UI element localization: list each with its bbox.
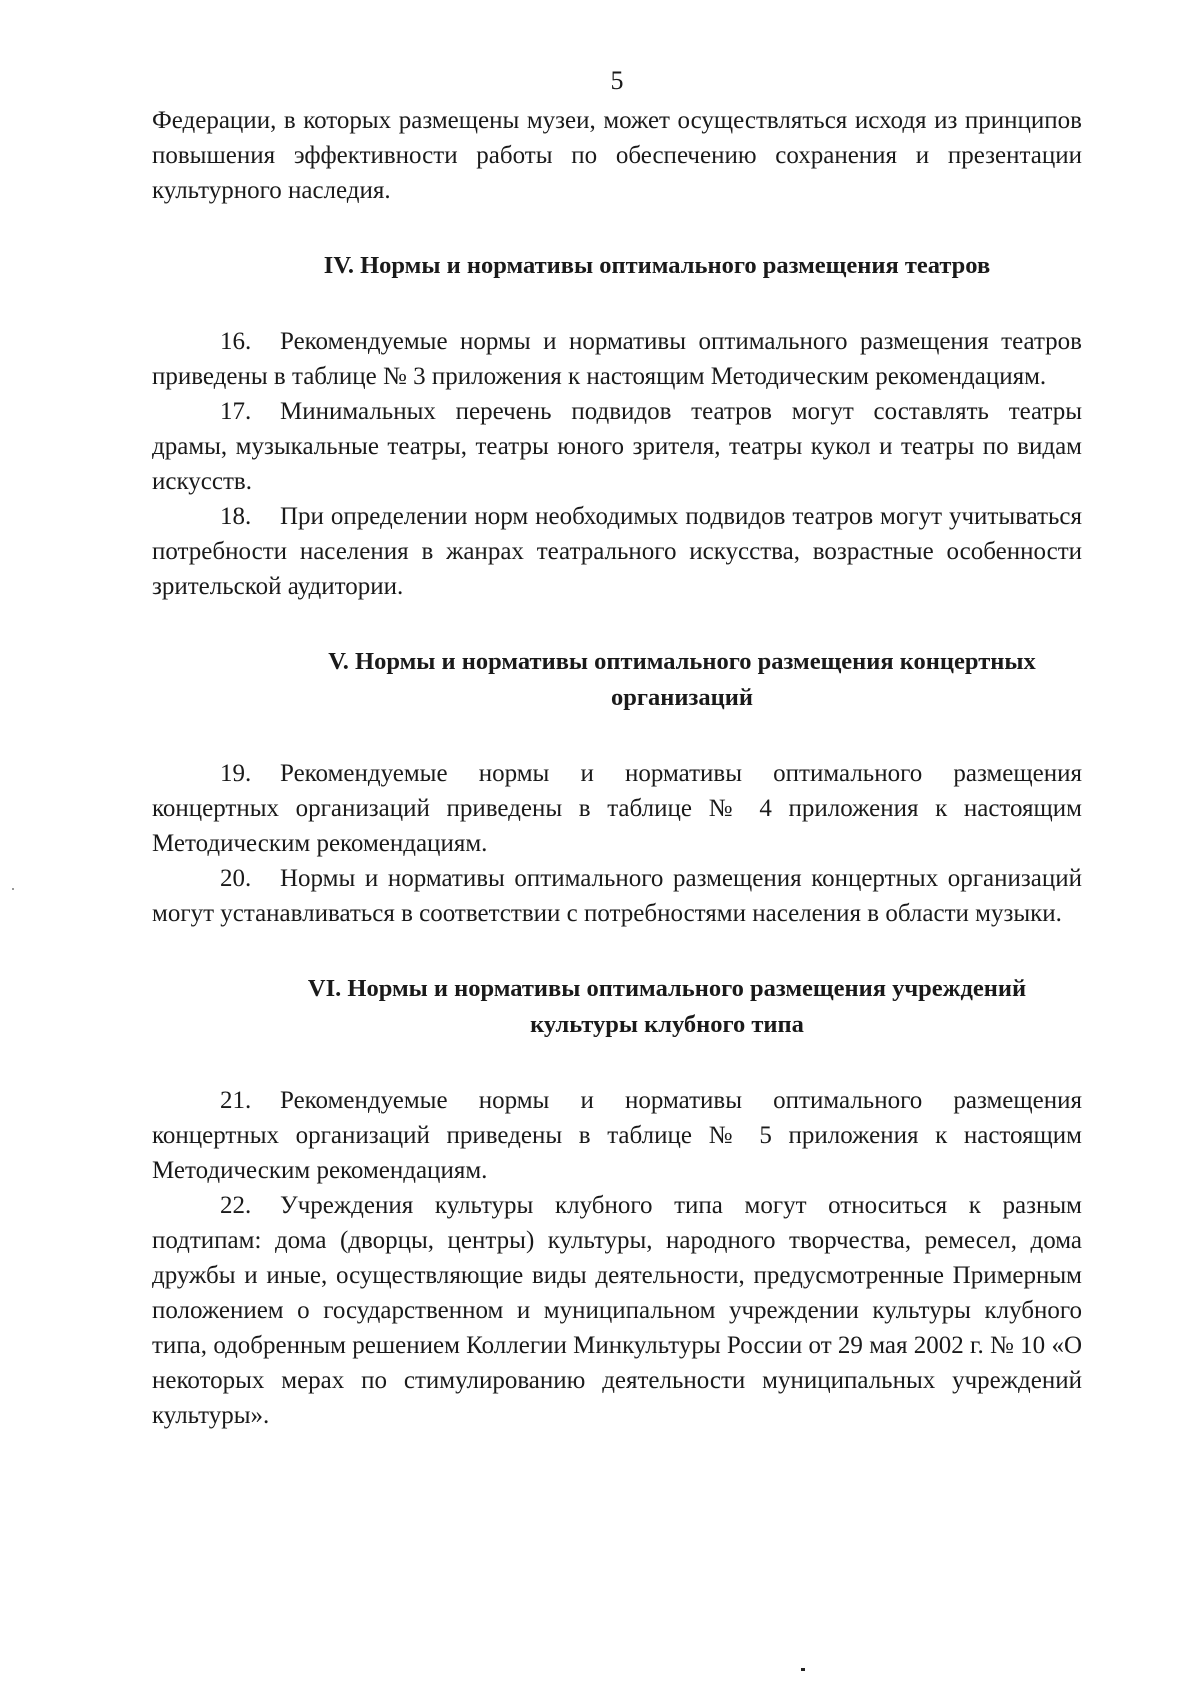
paragraph-17: [152, 394, 1082, 499]
paragraph-number: 19.: [220, 760, 252, 787]
paragraph-text: Рекомендуемые нормы и нормативы оптимального размещения театров приведены в таблице № 3 приложения к настоящим Методическим рекомендациям.: [152, 328, 1082, 390]
paragraph-text: Учреждения культуры клубного типа могут относиться к разным подтипам: дома (дворцы, центры) культуры, народного творчества, ремесел, дома дружбы и иные, осуществляющие виды деятельности, предусмотренные Примерным положением о государственном и муниципальном учреждении культуры клубного типа, одобренным решением Коллегии Минкультуры России от 29 мая 2002 г. № 10 «О некоторых мерах по стимулированию деятельности муниципальных учреждений культуры».: [152, 1192, 1082, 1429]
paragraph-number: 16.: [220, 328, 252, 355]
paragraph-text: При определении норм необходимых подвидов театров могут учитываться потребности населения в жанрах театрального искусства, возрастные особенности зрительской аудитории.: [152, 503, 1082, 600]
paragraph-text: Нормы и нормативы оптимального размещения концертных организаций могут устанавливаться в соответствии с потребностями населения в области музыки.: [152, 865, 1082, 927]
paragraph-number: 22.: [220, 1192, 252, 1219]
paragraph-16: [152, 324, 1082, 394]
paragraph-19: [152, 756, 1082, 861]
paragraph-text: Минимальных перечень подвидов театров могут составлять театры драмы, музыкальные театры, театры юного зрителя, театры кукол и театры по видам искусств.: [152, 398, 1082, 495]
page-number: 5: [610, 66, 624, 95]
scan-speck: [12, 888, 14, 890]
paragraph-text: Рекомендуемые нормы и нормативы оптимального размещения концертных организаций приведены в таблице № 5 приложения к настоящим Методическим рекомендациям.: [152, 1087, 1082, 1184]
section-iv-heading: IV. Нормы и нормативы оптимального размещения театров: [323, 252, 991, 279]
paragraph-18: [152, 499, 1082, 604]
paragraph-number: 18.: [220, 503, 252, 530]
section-v-heading: V. Нормы и нормативы оптимального размещения концертных организаций: [328, 648, 1036, 711]
paragraph-number: 20.: [220, 865, 252, 892]
section-vi-heading: VI. Нормы и нормативы оптимального размещения учреждений культуры клубного типа: [307, 975, 1027, 1038]
document-page: [152, 64, 1082, 1433]
paragraph-21: [152, 1083, 1082, 1188]
paragraph-number: 17.: [220, 398, 252, 425]
paragraph-text: Рекомендуемые нормы и нормативы оптимального размещения концертных организаций приведены в таблице № 4 приложения к настоящим Методическим рекомендациям.: [152, 760, 1082, 857]
scan-dot: [801, 1668, 805, 1671]
paragraph-number: 21.: [220, 1087, 252, 1114]
intro-paragraph: Федерации, в которых размещены музеи, может осуществляться исходя из принципов повышения эффективности работы по обеспечению сохранения и презентации культурного наследия.: [152, 107, 1082, 204]
paragraph-22: [152, 1188, 1082, 1433]
paragraph-20: [152, 861, 1082, 931]
